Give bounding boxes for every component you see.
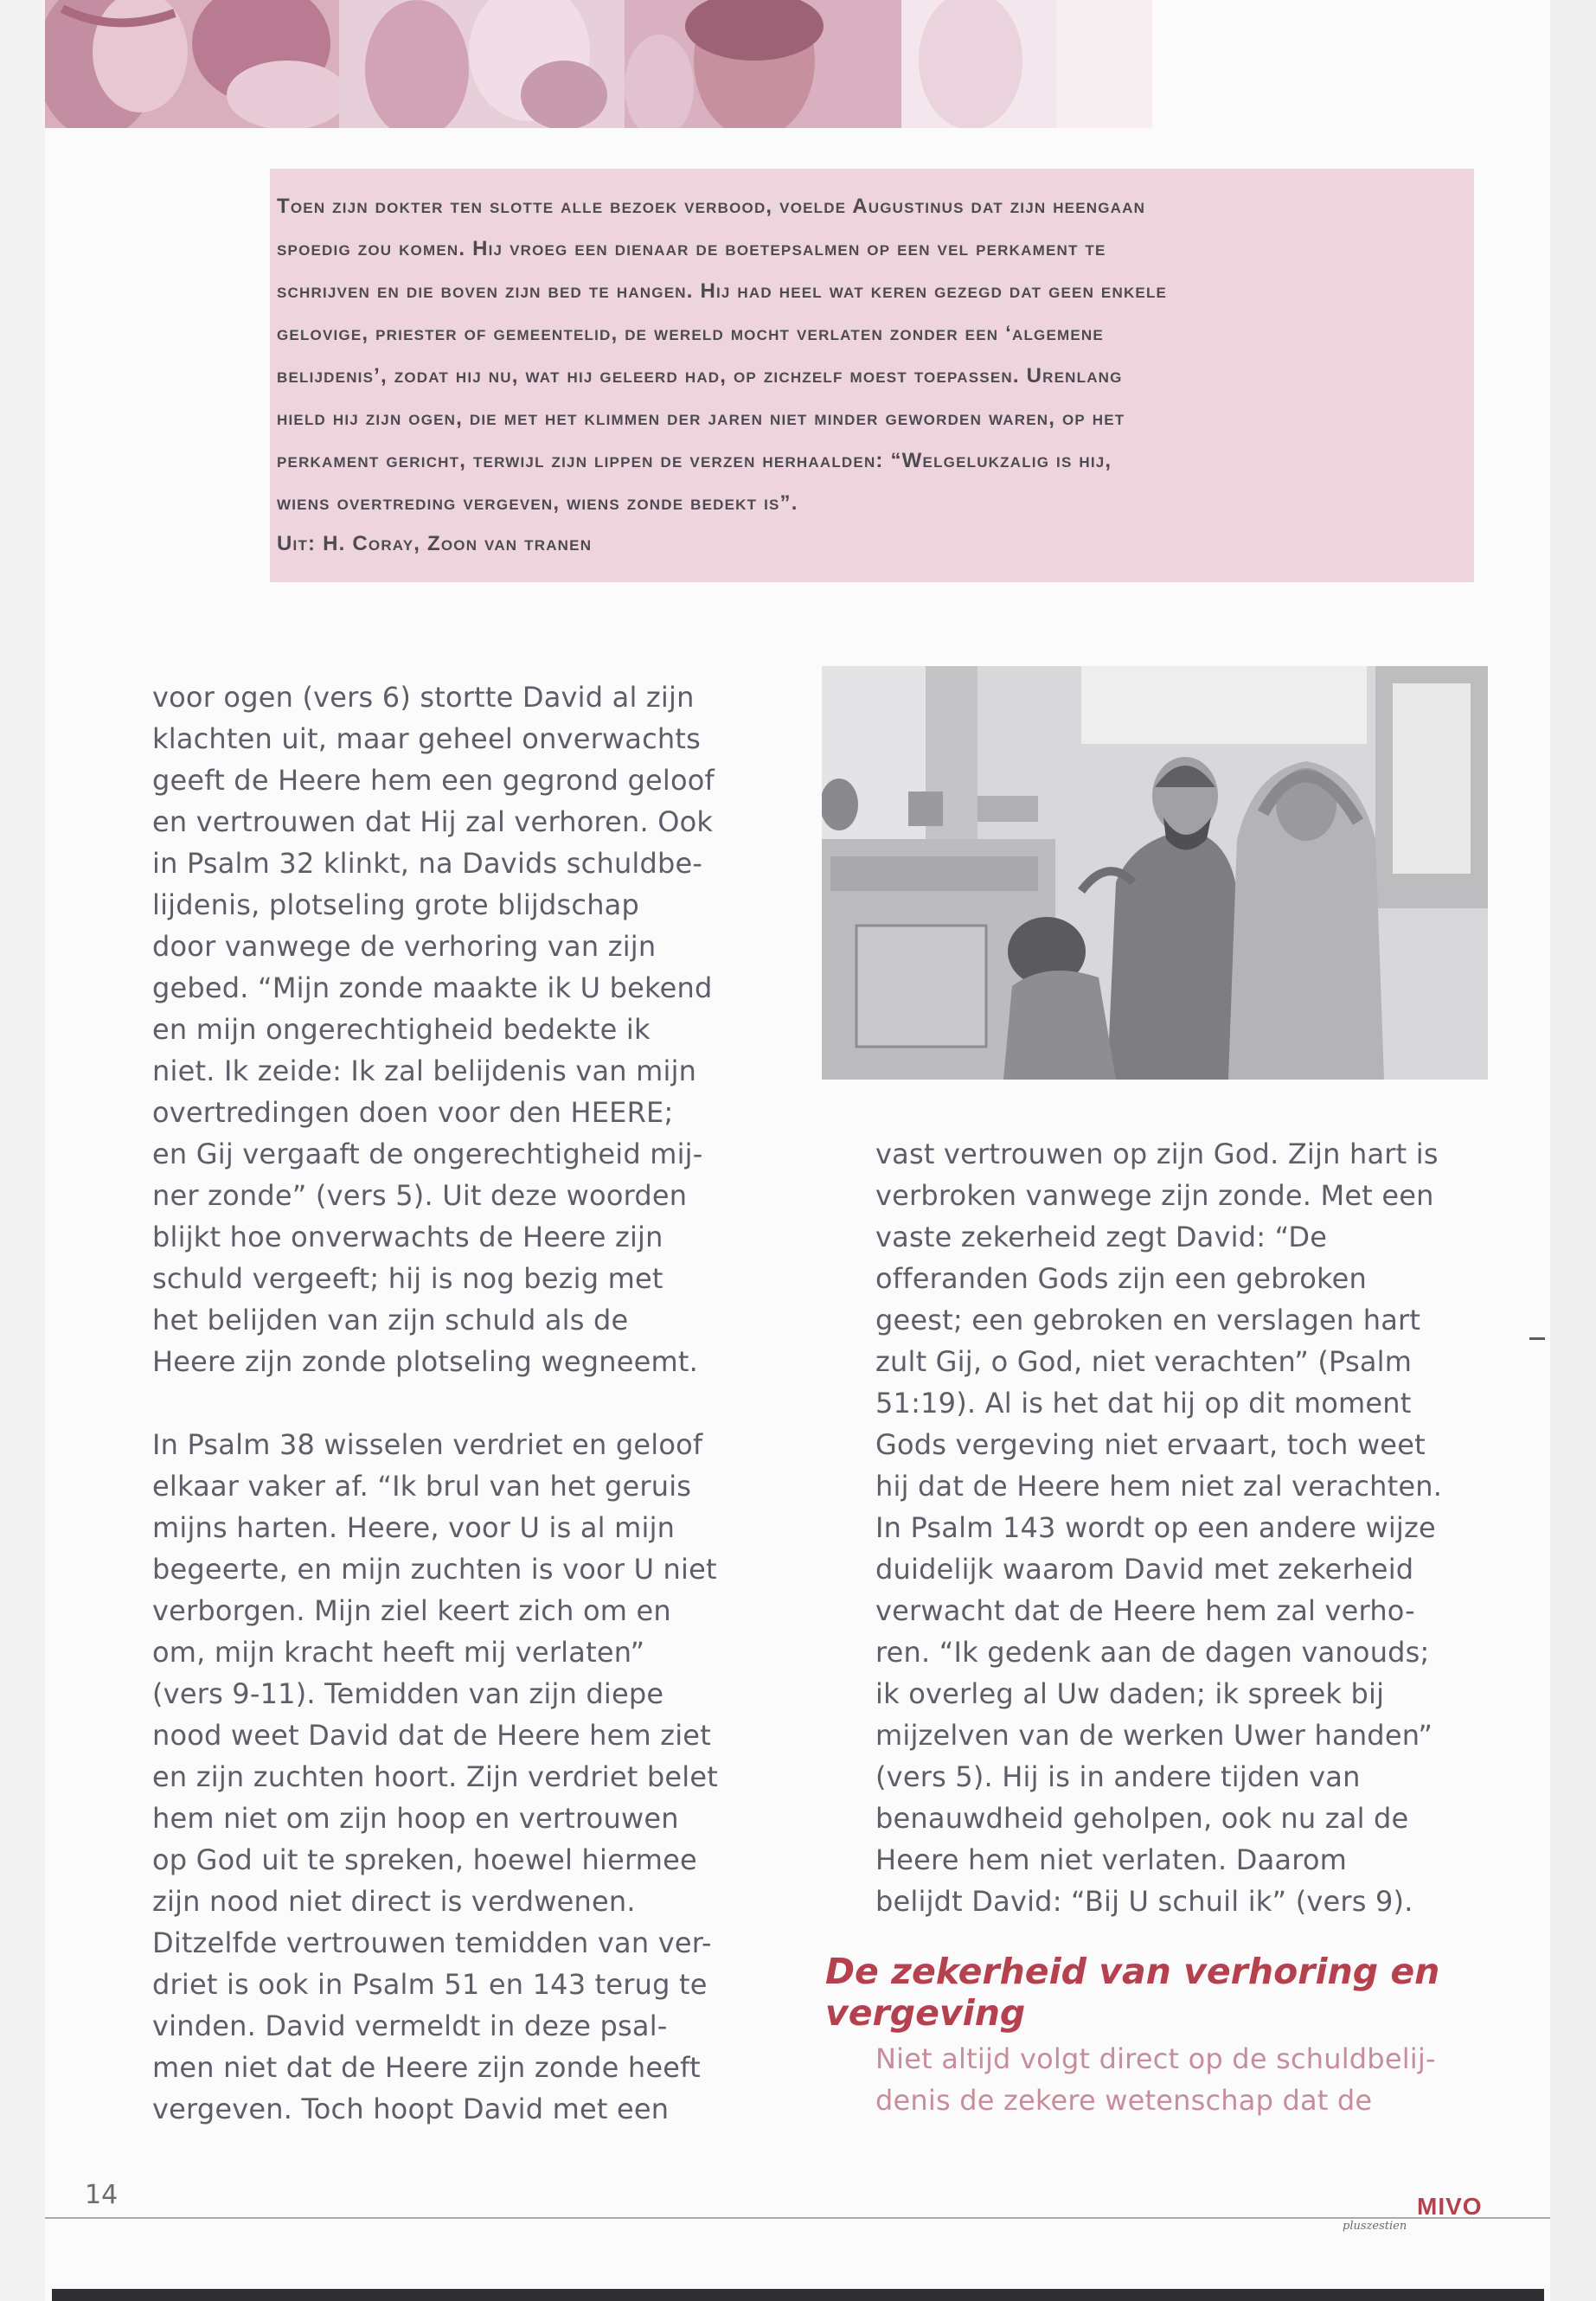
edge-mark [1529,1337,1545,1340]
text-line: geeft de Heere hem een gegrond geloof [152,764,715,797]
text-line: mijns harten. Heere, voor U is al mijn [152,1511,676,1544]
brand-logo: MIVO [1417,2193,1483,2220]
text-line: In Psalm 143 wordt op een andere wijze [875,1511,1436,1544]
text-line: blijkt hoe onverwachts de Heere zijn [152,1221,663,1253]
text-line: door vanwege de verhoring van zijn [152,930,657,963]
text-line: en Gij vergaaft de ongerechtigheid mij- [152,1138,703,1170]
text-line: begeerte, en mijn zuchten is voor U niet [152,1553,717,1586]
text-line: driet is ook in Psalm 51 en 143 terug te [152,1968,708,2001]
text-line: belijdt David: “Bij U schuil ik” (vers 9). [875,1885,1413,1918]
quote-line: Toen zijn dokter ten slotte alle bezoek verbood, voelde Augustinus dat zijn heengaan [277,195,1146,218]
paragraph-gap [152,1382,775,1424]
text-line: In Psalm 38 wisselen verdriet en geloof [152,1428,703,1461]
text-line: offeranden Gods zijn een gebroken [875,1262,1367,1295]
text-line: in Psalm 32 klinkt, na Davids schuldbe- [152,847,703,880]
quote-line: perkament gericht, terwijl zijn lippen de verzen herhaalden: “Welgelukzalig is hij, [277,449,1112,472]
text-line: verborgen. Mijn ziel keert zich om en [152,1594,671,1627]
brand-tagline: pluszestien [1343,2220,1407,2233]
text-line: vinden. David vermeldt in deze psal- [152,2009,668,2042]
text-line: gebed. “Mijn zonde maakte ik U bekend [152,971,713,1004]
text-line: elkaar vaker af. “Ik brul van het geruis [152,1470,692,1503]
quote-line: gelovige, priester of gemeentelid, de wereld mocht verlaten zonder een ‘algemene [277,322,1104,345]
text-line: Heere zijn zonde plotseling wegneemt. [152,1345,698,1378]
text-line: om, mijn kracht heeft mij verlaten” [152,1636,645,1669]
text-line: 51:19). Al is het dat hij op dit moment [875,1387,1412,1420]
header-photo-strip [45,0,1152,128]
quote-line: hield hij zijn ogen, die met het klimmen der jaren niet minder geworden waren, op het [277,407,1125,430]
text-line: verbroken vanwege zijn zonde. Met een [875,1179,1434,1212]
text-line: benauwdheid geholpen, ook nu zal de [875,1802,1409,1835]
text-line: voor ogen (vers 6) stortte David al zijn [152,681,695,714]
text-line: ik overleg al Uw daden; ik spreek bij [875,1677,1385,1710]
text-line: en zijn zuchten hoort. Zijn verdriet belet [152,1760,718,1793]
header-photo-faded [901,0,1152,128]
text-line: op God uit te spreken, hoewel hiermee [152,1843,697,1876]
heading-line: vergeving [825,1992,1026,2034]
quote-line: schrijven en die boven zijn bed te hangen. Hij had heel wat keren gezegd dat geen enkele [277,279,1168,303]
text-line: geest; een gebroken en verslagen hart [875,1304,1421,1336]
text-line: en mijn ongerechtigheid bedekte ik [152,1013,651,1046]
text-line: en vertrouwen dat Hij zal verhoren. Ook [152,805,714,838]
text-line: zijn nood niet direct is verdwenen. [152,1885,636,1918]
quote-box [270,169,1474,582]
text-line: hem niet om zijn hoop en vertrouwen [152,1802,679,1835]
header-photo-couple [339,0,625,128]
text-line: verwacht dat de Heere hem zal verho- [875,1594,1415,1627]
heading-line: De zekerheid van verhoring en [825,1951,1440,1992]
quote-line: wiens overtreding vergeven, wiens zonde bedekt is”. [277,491,798,515]
text-line: schuld vergeeft; hij is nog bezig met [152,1262,663,1295]
lead-line: denis de zekere wetenschap dat de [875,2084,1373,2117]
header-photo-young-man [625,0,901,128]
text-line: vaste zekerheid zegt David: “De [875,1221,1328,1253]
page-edge [1550,0,1596,2301]
lead-line: Niet altijd volgt direct op de schuldbelij- [875,2042,1436,2075]
page-number: 14 [85,2180,119,2210]
text-line: klachten uit, maar geheel onverwachts [152,722,702,755]
text-line: (vers 9-11). Temidden van zijn diepe [152,1677,664,1710]
text-line: vergeven. Toch hoopt David met een [152,2093,670,2125]
text-line: nood weet David dat de Heere hem ziet [152,1719,711,1752]
text-line: ner zonde” (vers 5). Uit deze woorden [152,1179,688,1212]
text-line: mijzelven van de werken Uwer handen” [875,1719,1433,1752]
section-lead [875,2038,1498,2121]
text-line: lijdenis, plotseling grote blijdschap [152,888,640,921]
left-column [152,676,775,2130]
text-line: Ditzelfde vertrouwen temidden van ver- [152,1926,712,1959]
text-line: hij dat de Heere hem niet zal verachten. [875,1470,1443,1503]
illustration-praying-figures [822,666,1488,1080]
quote-source: Uit: H. Coray, Zoon van tranen [277,532,593,555]
footer-divider [45,2217,1550,2219]
text-line: het belijden van zijn schuld als de [152,1304,629,1336]
text-line: Heere hem niet verlaten. Daarom [875,1843,1348,1876]
text-line: duidelijk waarom David met zekerheid [875,1553,1414,1586]
text-line: (vers 5). Hij is in andere tijden van [875,1760,1361,1793]
text-line: zult Gij, o God, niet verachten” (Psalm [875,1345,1413,1378]
quote-line: belijdenis’, zodat hij nu, wat hij geleerd had, op zichzelf moest toepassen. Urenlang [277,364,1123,388]
scan-bottom-band [52,2289,1544,2301]
text-line: Gods vergeving niet ervaart, toch weet [875,1428,1426,1461]
text-line: vast vertrouwen op zijn God. Zijn hart is [875,1138,1439,1170]
text-line: ren. “Ik gedenk aan de dagen vanouds; [875,1636,1430,1669]
right-column [875,1133,1498,1922]
header-photo-woman-smiling [45,0,339,128]
section-heading [825,1951,1483,2034]
text-line: overtredingen doen voor den HEERE; [152,1096,674,1129]
text-line: niet. Ik zeide: Ik zal belijdenis van mijn [152,1054,697,1087]
quote-line: spoedig zou komen. Hij vroeg een dienaar de boetepsalmen op een vel perkament te [277,237,1106,260]
text-line: men niet dat de Heere zijn zonde heeft [152,2051,701,2084]
